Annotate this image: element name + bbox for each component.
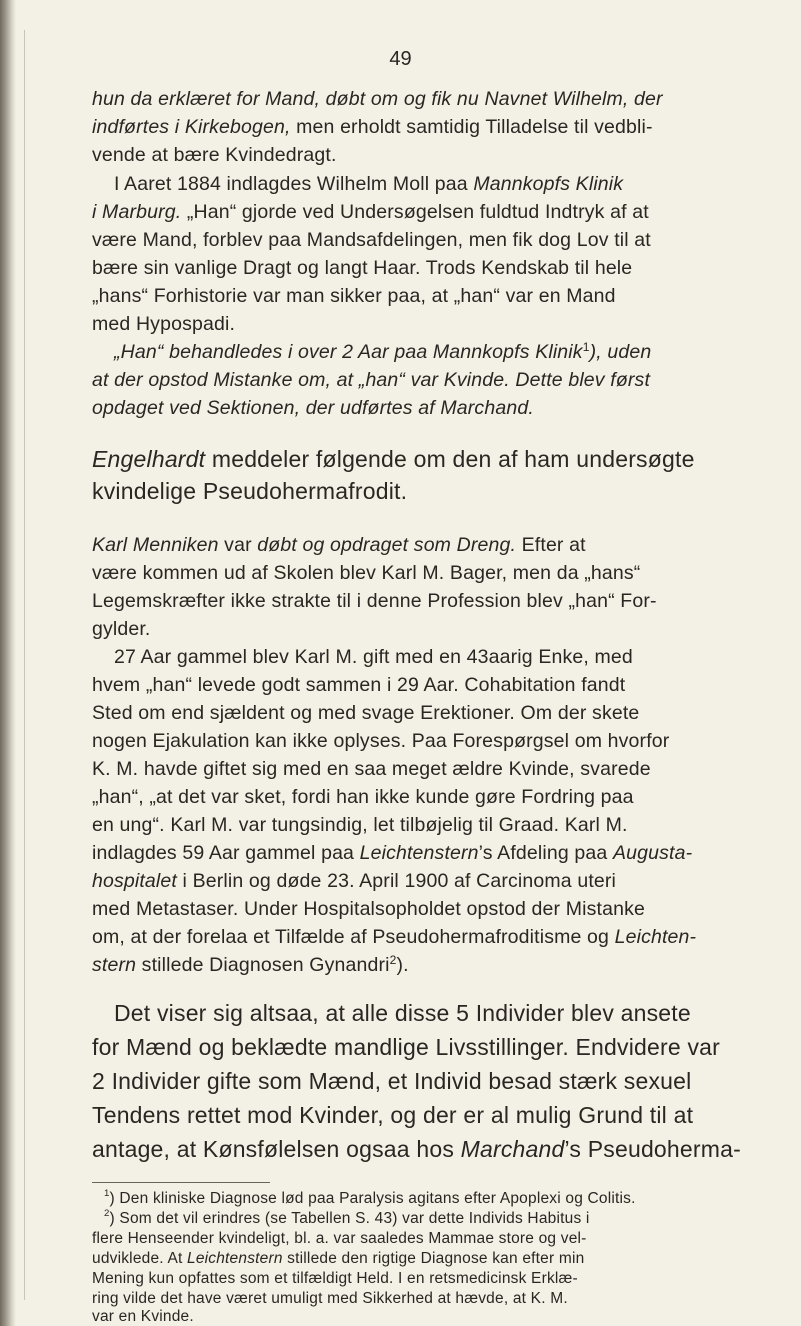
p2-line-5: „hans“ Forhistorie var man sikker paa, at „han“ var en Mand bbox=[92, 285, 616, 307]
footnote-line-2: $^2$) Som det vil erindres (se Tabellen S. 43) var dette Individs Habitus i bbox=[104, 1208, 590, 1227]
book-gutter-shadow bbox=[0, 0, 16, 1326]
p6-line-1: 27 Aar gammel blev Karl M. gift med en 43aarig Enke, med bbox=[114, 646, 633, 668]
p4-line-1: Engelhardt meddeler følgende om den af ham undersøgte bbox=[92, 446, 695, 472]
p4-line-2: kvindelige Pseudohermafrodit. bbox=[92, 478, 408, 504]
p2-line-4: bære sin vanlige Dragt og langt Haar. Trods Kendskab til hele bbox=[92, 257, 633, 279]
p6-line-10: med Metastaser. Under Hospitalsopholdet opstod der Mistanke bbox=[92, 898, 645, 920]
footnote-line-5: Mening kun opfattes som et tilfældigt Held. I en retsmedicinsk Erklæ- bbox=[92, 1270, 578, 1287]
footnote-rule bbox=[92, 1182, 270, 1183]
p6-line-3: Sted om end sjældent og med svage Erektioner. Om der skete bbox=[92, 702, 640, 724]
p5-line-2: være kommen ud af Skolen blev Karl M. Bager, men da „hans“ bbox=[92, 562, 641, 584]
p6-line-7: en ung“. Karl M. var tungsindig, let tilbøjelig til Graad. Karl M. bbox=[92, 814, 628, 836]
footnote-line-1: $^1$) Den kliniske Diagnose lød paa Paralysis agitans efter Apoplexi og Colitis. bbox=[104, 1188, 636, 1207]
p7-line-4: Tendens rettet mod Kvinder, og der er al mulig Grund til at bbox=[92, 1102, 694, 1128]
p5-line-4: gylder. bbox=[92, 618, 151, 640]
footnote-line-3: flere Henseender kvindeligt, bl. a. var saaledes Mammae store og vel- bbox=[92, 1230, 587, 1247]
footnote-line-4: udviklede. At Leichtenstern stillede den rigtige Diagnose kan efter min bbox=[92, 1250, 585, 1267]
p6-line-9: hospitalet i Berlin og døde 23. April 1900 af Carcinoma uteri bbox=[92, 870, 617, 892]
footnote-ref-2: 2 bbox=[389, 953, 397, 967]
page-number: 49 bbox=[389, 48, 412, 70]
p6-line-4: nogen Ejakulation kan ikke oplyses. Paa Forespørgsel om hvorfor bbox=[92, 730, 670, 752]
p1-line-2: indførtes i Kirkebogen, men erholdt samtidig Tilladelse til vedbli- bbox=[92, 116, 653, 138]
p7-line-5: antage, at Kønsfølelsen ogsaa hos Marchand’s Pseudoherma- bbox=[92, 1136, 741, 1162]
p2-line-1: I Aaret 1884 indlagdes Wilhelm Moll paa Mannkopfs Klinik bbox=[114, 173, 624, 195]
p5-line-3: Legemskræfter ikke strakte til i denne Profession blev „han“ For- bbox=[92, 590, 657, 612]
p6-line-8: indlagdes 59 Aar gammel paa Leichtenstern’s Afdeling paa Augusta- bbox=[92, 842, 693, 864]
p3-line-1: „Han“ behandledes i over 2 Aar paa Mannkopfs Klinik$^1$), uden bbox=[114, 340, 652, 363]
p3-line-3: opdaget ved Sektionen, der udførtes af Marchand. bbox=[92, 397, 534, 419]
p2-line-3: være Mand, forblev paa Mandsafdelingen, men fik dog Lov til at bbox=[92, 229, 651, 251]
p2-line-6: med Hypospadi. bbox=[92, 313, 236, 335]
footnote-ref-1: 1 bbox=[582, 340, 590, 354]
p1-line-3: vende at bære Kvindedragt. bbox=[92, 144, 337, 166]
p1-line-1: hun da erklæret for Mand, døbt om og fik nu Navnet Wilhelm, der bbox=[92, 88, 663, 110]
p2-line-2: i Marburg. „Han“ gjorde ved Undersøgelsen fuldtud Indtryk af at bbox=[92, 201, 649, 223]
p7-line-3: 2 Individer gifte som Mænd, et Individ besad stærk sexuel bbox=[92, 1068, 692, 1094]
footnote-line-7: var en Kvinde. bbox=[92, 1308, 194, 1325]
p6-line-12: stern stillede Diagnosen Gynandri$^2$). bbox=[92, 953, 409, 976]
p6-line-2: hvem „han“ levede godt sammen i 29 Aar. Cohabitation fandt bbox=[92, 674, 626, 696]
gutter-line bbox=[24, 30, 25, 1300]
p3-line-2: at der opstod Mistanke om, at „han“ var Kvinde. Dette blev først bbox=[92, 369, 651, 391]
p6-line-6: „han“, „at det var sket, fordi han ikke kunde gøre Fordring paa bbox=[92, 786, 634, 808]
p6-line-11: om, at der forelaa et Tilfælde af Pseudohermafroditisme og Leichten- bbox=[92, 926, 697, 948]
p5-line-1: Karl Menniken var døbt og opdraget som Dreng. Efter at bbox=[92, 534, 586, 556]
p7-line-2: for Mænd og beklædte mandlige Livsstillinger. Endvidere var bbox=[92, 1034, 721, 1060]
p6-line-5: K. M. havde giftet sig med en saa meget ældre Kvinde, svarede bbox=[92, 758, 651, 780]
footnote-line-6: ring vilde det have været umuligt med Sikkerhed at hævde, at K. M. bbox=[92, 1290, 568, 1307]
p7-line-1: Det viser sig altsaa, at alle disse 5 Individer blev ansete bbox=[114, 1000, 691, 1026]
